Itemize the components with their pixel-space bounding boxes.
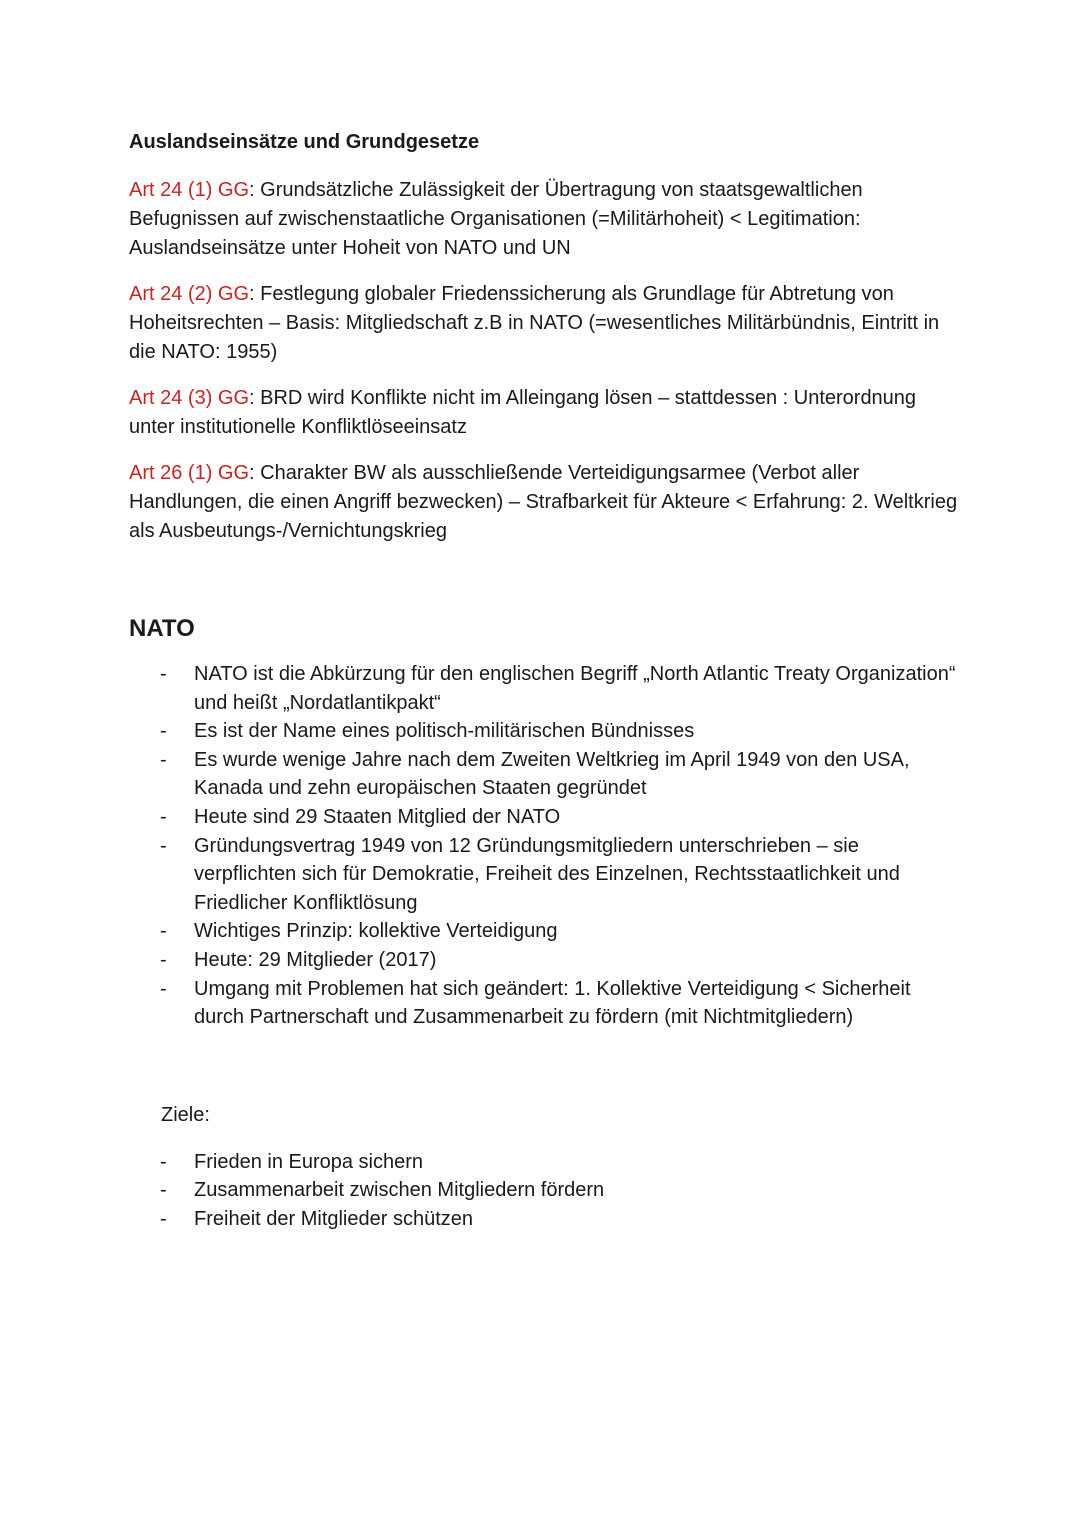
article-paragraph [129,280,959,367]
list-item: - NATO ist die Abkürzung für den englischen Begriff „North Atlantic Treaty Organization“ und heißt „Nordatlantikpakt“ [194,660,959,717]
article-reference: Art 24 (1) GG [129,179,250,201]
section-title-auslandseinsaetze: Auslandseinsätze und Grundgesetze [129,131,480,153]
document-page [129,128,959,1234]
article-text: : BRD wird Konflikte nicht im Alleingang lösen – stattdessen : Unterordnung unter institutionelle Konfliktlöseeinsatz [129,387,917,438]
article-paragraph [129,384,959,442]
article-text: : Charakter BW als ausschließende Verteidigungsarmee (Verbot aller Handlungen, die einen Angriff bezwecken) – Strafbarkeit für Akteure < Erfahrung: 2. Weltkrieg als Ausbeutungs-/Vernichtungskrieg [129,462,958,542]
article-text: : Grundsätzliche Zulässigkeit der Übertragung von staatsgewaltlichen Befugnissen auf zwischenstaatliche Organisationen (=Militärhoheit) < Legitimation: Auslandseinsätze unter Hoheit von NATO und UN [129,179,863,259]
goals-label: Ziele: [161,1103,210,1126]
article-reference: Art 26 (1) GG [129,462,250,484]
list-item: - Umgang mit Problemen hat sich geändert: 1. Kollektive Verteidigung < Sicherheit durch Partnerschaft und Zusammenarbeit zu fördern (mit Nichtmitgliedern) [194,975,959,1032]
list-item: - Frieden in Europa sichern [194,1148,959,1177]
list-item: - Es wurde wenige Jahre nach dem Zweiten Weltkrieg im April 1949 von den USA, Kanada und zehn europäischen Staaten gegründet [194,746,959,803]
goals-list [129,1148,959,1234]
article-paragraph [129,176,959,263]
article-reference: Art 24 (2) GG [129,283,250,305]
list-item: - Freiheit der Mitglieder schützen [194,1205,959,1234]
list-item: - Wichtiges Prinzip: kollektive Verteidigung [194,917,959,946]
list-item: - Heute: 29 Mitglieder (2017) [194,946,959,975]
list-item: - Es ist der Name eines politisch-militärischen Bündnisses [194,717,959,746]
list-item: - Heute sind 29 Staaten Mitglied der NATO [194,803,959,832]
article-paragraph [129,459,959,546]
nato-facts-list [129,660,959,1032]
article-reference: Art 24 (3) GG [129,387,250,409]
article-text: : Festlegung globaler Friedenssicherung als Grundlage für Abtretung von Hoheitsrechten – Basis: Mitgliedschaft z.B in NATO (=wesentliches Militärbündnis, Eintritt in die NATO: 1955) [129,283,940,363]
list-item: - Gründungsvertrag 1949 von 12 Gründungsmitgliedern unterschrieben – sie verpflichten sich für Demokratie, Freiheit des Einzelnen, Rechtsstaatlichkeit und Friedlicher Konfliktlösung [194,832,959,918]
section-title-nato: NATO [129,615,195,642]
list-item: - Zusammenarbeit zwischen Mitgliedern fördern [194,1176,959,1205]
